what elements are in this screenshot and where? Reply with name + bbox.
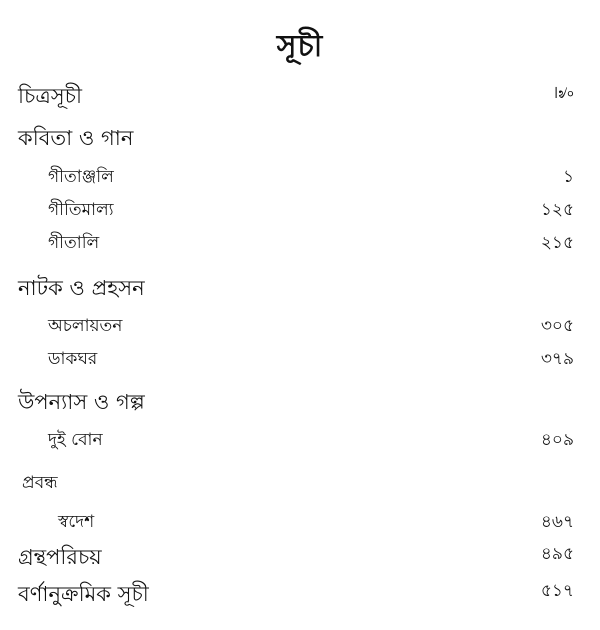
toc-entry-gitimalya[interactable] bbox=[0, 197, 600, 227]
toc-page-number: ৪৯৫ bbox=[540, 544, 574, 564]
toc-page-number: ১২৫ bbox=[540, 200, 574, 220]
toc-entry-label: চিত্রসূচী bbox=[18, 84, 82, 108]
toc-entry-label: গ্রন্থপরিচয় bbox=[18, 545, 102, 569]
toc-entry-gitali[interactable] bbox=[0, 230, 600, 260]
toc-page-number: ৩০৫ bbox=[540, 316, 574, 336]
toc-entry-achalayatan[interactable] bbox=[0, 313, 600, 343]
toc-entry-label: ডাকঘর bbox=[48, 349, 98, 369]
toc-page-number: ৪০৯ bbox=[540, 430, 574, 450]
toc-section-poetry-and-songs bbox=[0, 122, 600, 152]
toc-entry-label: গীতাঞ্জলি bbox=[48, 167, 114, 187]
toc-page-number: ২১৫ bbox=[540, 233, 574, 253]
toc-section-drama-and-farce bbox=[0, 272, 600, 302]
toc-section-essays bbox=[0, 470, 600, 500]
toc-page-number: ৫১৭ bbox=[540, 581, 574, 601]
toc-page-number: ৩৭৯ bbox=[540, 349, 574, 369]
toc-page-number: ।৶৹ bbox=[552, 83, 574, 103]
toc-entry-dui-bon[interactable] bbox=[0, 427, 600, 457]
toc-entry-label: অচলায়তন bbox=[48, 316, 123, 336]
toc-section-label: উপন্যাস ও গল্প bbox=[18, 390, 145, 414]
toc-entry-alphabetical-index[interactable] bbox=[0, 578, 600, 608]
toc-entry-gitanjali[interactable] bbox=[0, 164, 600, 194]
toc-entry-bibliographic-notes[interactable] bbox=[0, 541, 600, 571]
toc-page-number: ১ bbox=[562, 167, 574, 187]
toc-entry-label: দুই বোন bbox=[48, 430, 103, 450]
toc-entry-list-of-illustrations[interactable] bbox=[0, 80, 600, 110]
toc-entry-label: বর্ণানুক্রমিক সূচী bbox=[18, 582, 149, 606]
toc-entry-label: স্বদেশ bbox=[58, 512, 95, 532]
toc-section-label: প্রবন্ধ bbox=[22, 473, 58, 493]
toc-page-number: ৪৬৭ bbox=[540, 512, 574, 532]
toc-entry-label: গীতালি bbox=[48, 233, 100, 253]
toc-section-label: নাটক ও প্রহসন bbox=[18, 276, 145, 300]
toc-section-novels-and-stories bbox=[0, 386, 600, 416]
page-title: সূচী bbox=[276, 29, 324, 64]
toc-entry-label: গীতিমাল্য bbox=[48, 200, 114, 220]
toc-entry-swadesh[interactable] bbox=[0, 509, 600, 539]
toc-entry-dakghar[interactable] bbox=[0, 346, 600, 376]
toc-section-label: কবিতা ও গান bbox=[18, 126, 134, 150]
